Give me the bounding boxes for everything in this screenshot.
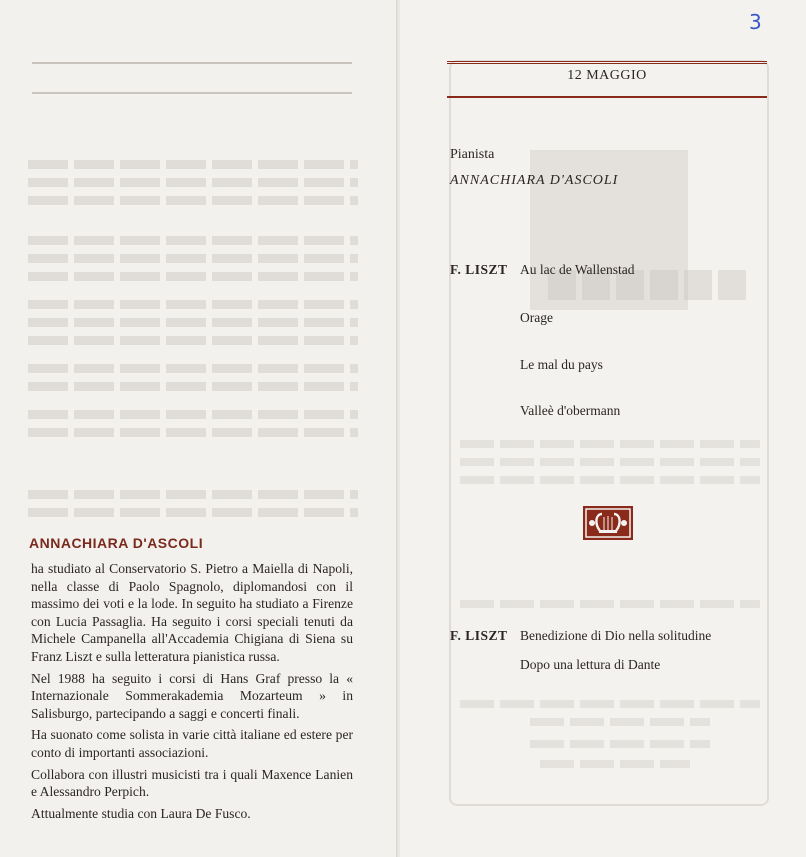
bleed-through-text: [28, 272, 358, 281]
bleed-through-text: [28, 490, 358, 499]
composer-label: F. LISZT: [450, 262, 508, 277]
bleed-through-text: [530, 740, 710, 748]
bleed-through-text: [540, 760, 690, 768]
concert-date: 12 MAGGIO: [567, 68, 647, 83]
bleed-through-text: [460, 700, 760, 708]
bleed-through-text: [28, 160, 358, 169]
bleed-through-text: [28, 508, 358, 517]
bio-paragraph: ha studiato al Conservatorio S. Pietro a Maiella di Napoli, nella classe di Paolo Spagnolo, diplomandosi con il massimo dei voti e la lode. In seguito ha studiato a Firenze con Lucia Passaglia. Ha seguito i corsi speciali tenuti da Michele Campanella all'Accademia Chigiana di Siena su Franz Liszt e sulla letteratura pianistica russa.: [31, 561, 353, 664]
bleed-through-text: [530, 718, 710, 726]
bleed-through-text: [28, 236, 358, 245]
program-piece: Benedizione di Dio nella solitudine: [520, 628, 712, 643]
bleed-through-text: [28, 178, 358, 187]
bleed-through-text: [460, 600, 760, 608]
bleed-through-text: [28, 382, 358, 391]
bio-paragraph: Collabora con illustri musicisti tra i quali Maxence Lanien e Alessandro Perpich.: [31, 766, 353, 800]
performer-role: Pianista: [450, 147, 495, 162]
bleed-through-text: [460, 476, 760, 484]
bleed-through-text: [460, 458, 760, 466]
bleed-through-text: [28, 336, 358, 345]
bleed-through-text: [28, 254, 358, 263]
program-piece: Le mal du pays: [520, 357, 603, 372]
bleed-through-text: [28, 196, 358, 205]
bleed-through-text: [28, 318, 358, 327]
handwritten-page-number: 3: [749, 10, 762, 34]
program-piece: Dopo una lettura di Dante: [520, 657, 661, 672]
bleed-through-text: [460, 440, 760, 448]
program-piece: Orage: [520, 310, 553, 325]
bio-heading: ANNACHIARA D'ASCOLI: [29, 535, 204, 551]
biography: [31, 560, 353, 826]
composer-label: F. LISZT: [450, 628, 508, 643]
bleed-through-rule: [32, 62, 352, 64]
bio-paragraph: Ha suonato come solista in varie città italiane ed estere per conto di importanti associazioni.: [31, 727, 353, 760]
bleed-through-text: [28, 428, 358, 437]
lyre-ornament-icon: [582, 505, 634, 541]
bleed-through-text: [28, 410, 358, 419]
left-page: [0, 0, 398, 857]
bleed-through-rule: [32, 92, 352, 94]
program-piece: Au lac de Wallenstad: [520, 262, 635, 277]
bleed-through-text: [28, 300, 358, 309]
program-piece: Valleè d'obermann: [520, 403, 621, 418]
performer-name: ANNACHIARA D'ASCOLI: [450, 173, 619, 188]
bleed-through-text: [28, 364, 358, 373]
bio-paragraph: Nel 1988 ha seguito i corsi di Hans Graf presso la « Internazionale Sommerakademia Mozarteum » in Salisburgo, partecipando a saggi e concerti finali.: [31, 670, 353, 721]
bio-paragraph: Attualmente studia con Laura De Fusco.: [31, 805, 251, 821]
